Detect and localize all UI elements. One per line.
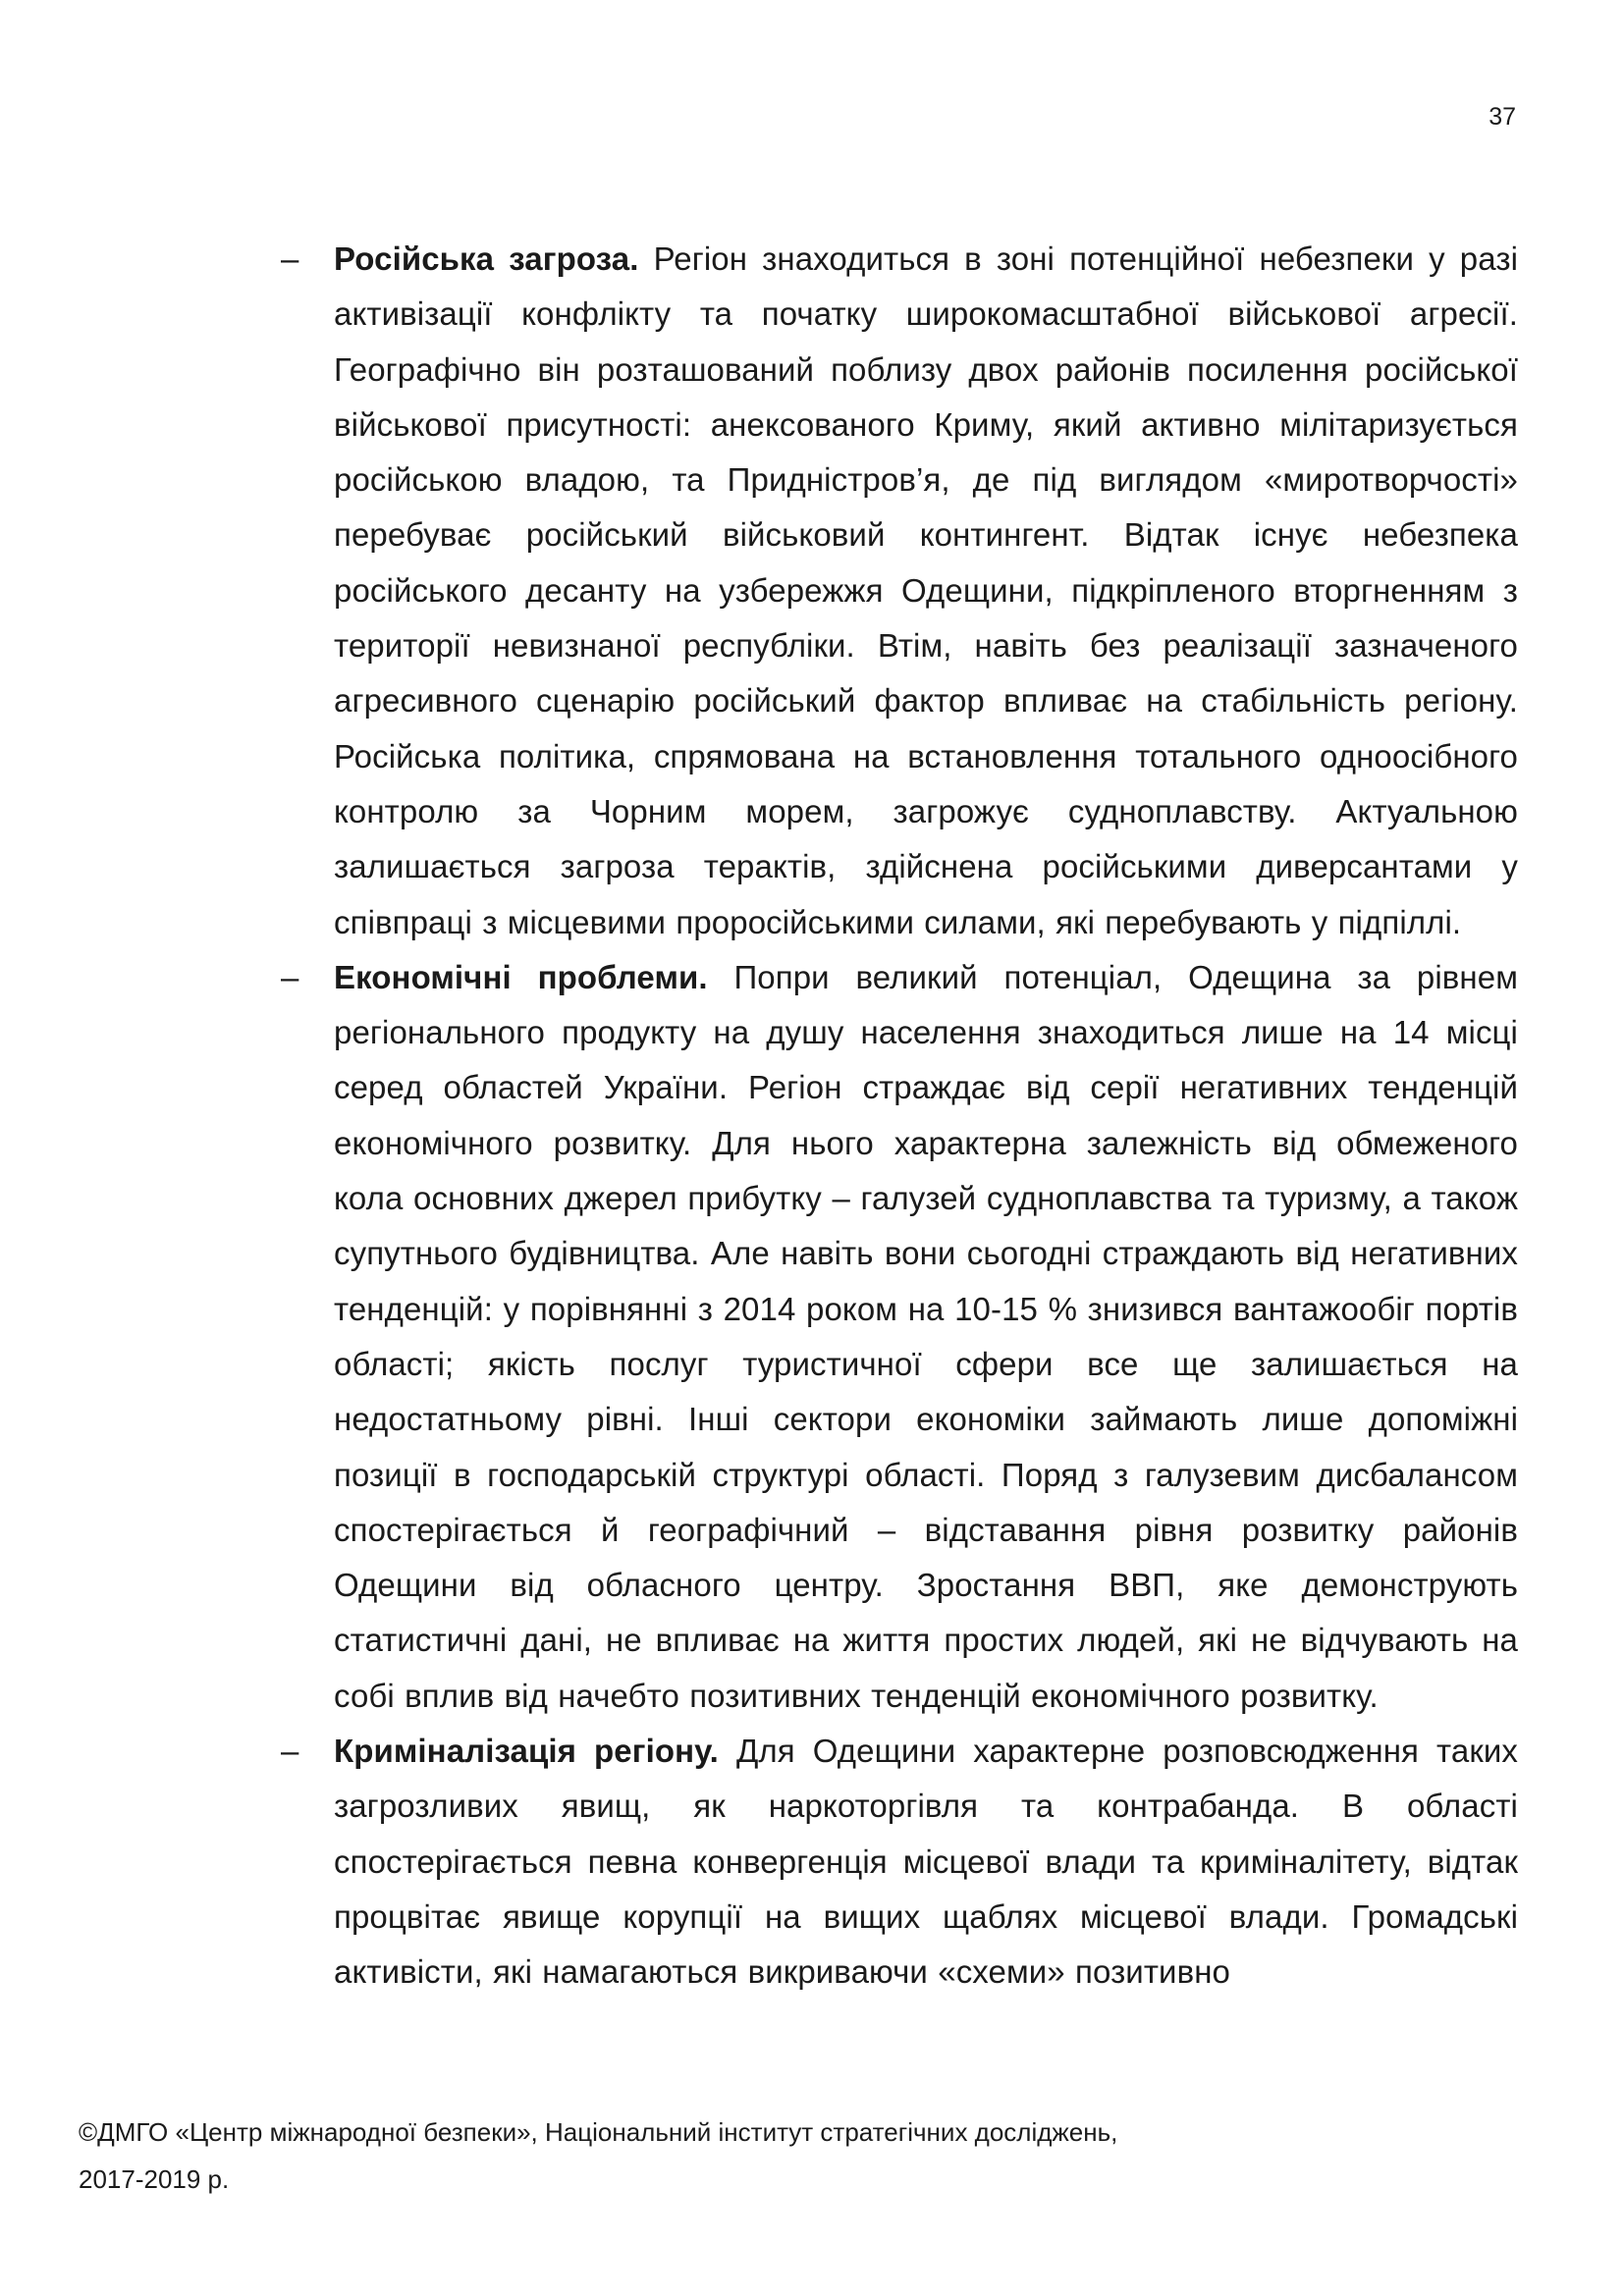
page-number: 37 (1489, 103, 1516, 131)
bullet-dash: – (281, 958, 299, 995)
copyright-footer (79, 2109, 1502, 2203)
bullet-dash: – (281, 1733, 299, 1770)
list-item-economic-problems (281, 950, 1518, 1724)
list-item-russian-threat (281, 232, 1518, 950)
list-item-criminalization (281, 1724, 1518, 2000)
item-text: Регіон знаходиться в зоні потенційної небезпеки у разі активізації конфлікту та початку широкомасштабної військової агресії. Географічно він розташований поблизу двох районів посилення російської військової присутності: анексованого Криму, який активно мілітаризується російською владою, та Придністров’я, де під виглядом «миротворчості» перебуває російський військовий контингент. Відтак існує небезпека російського десанту на узбережжя Одещини, підкріпленого вторгненням з території невизнаної республіки. Втім, навіть без реалізації зазначеного агресивного сценарію російський фактор впливає на стабільність регіону. Російська політика, спрямована на встановлення тотального одноосібного контролю за Чорним морем, загрожує судноплавству. Актуальною залишається загроза терактів, здійснена російськими диверсантами у співпраці з місцевими проросійськими силами, які перебувають у підпіллі. (334, 240, 1518, 940)
item-heading: Криміналізація регіону. (334, 1733, 736, 1770)
item-text: Попри великий потенціал, Одещина за рівнем регіонального продукту на душу населення знаходиться лише на 14 місці серед областей України. Регіон страждає від серії негативних тенденцій економічного розвитку. Для нього характерна залежність від обмеженого кола основних джерел прибутку – галузей судноплавства та туризму, а також супутнього будівництва. Але навіть вони сьогодні страждають від негативних тенденцій: у порівнянні з 2014 роком на 10-15 % знизився вантажообіг портів області; якість послуг туристичної сфери все ще залишається на недостатньому рівні. Інші сектори економіки займають лише допоміжні позиції в господарській структурі області. Поряд з галузевим дисбалансом спостерігається й географічний – відставання рівня розвитку районів Одещини від обласного центру. Зростання ВВП, яке демонструють статистичні дані, не впливає на життя простих людей, які не відчувають на собі вплив від начебто позитивних тенденцій економічного розвитку. (334, 958, 1518, 1714)
item-heading: Економічні проблеми. (334, 958, 734, 995)
item-text: Для Одещини характерне розповсюдження таких загрозливих явищ, як наркоторгівля та контрабанда. В області спостерігається певна конвергенція місцевої влади та криміналітету, відтак процвітає явище корупції на вищих щаблях місцевої влади. Громадські активісти, які намагаються викриваючи «схеми» позитивно (334, 1733, 1518, 1991)
document-body (281, 232, 1518, 2001)
item-heading: Російська загроза. (334, 240, 654, 277)
footer-line-1: ©ДМГО «Центр міжнародної безпеки», Національний інститут стратегічних досліджень, (79, 2117, 1118, 2147)
bullet-dash: – (281, 240, 299, 277)
footer-line-2: 2017-2019 р. (79, 2164, 230, 2194)
